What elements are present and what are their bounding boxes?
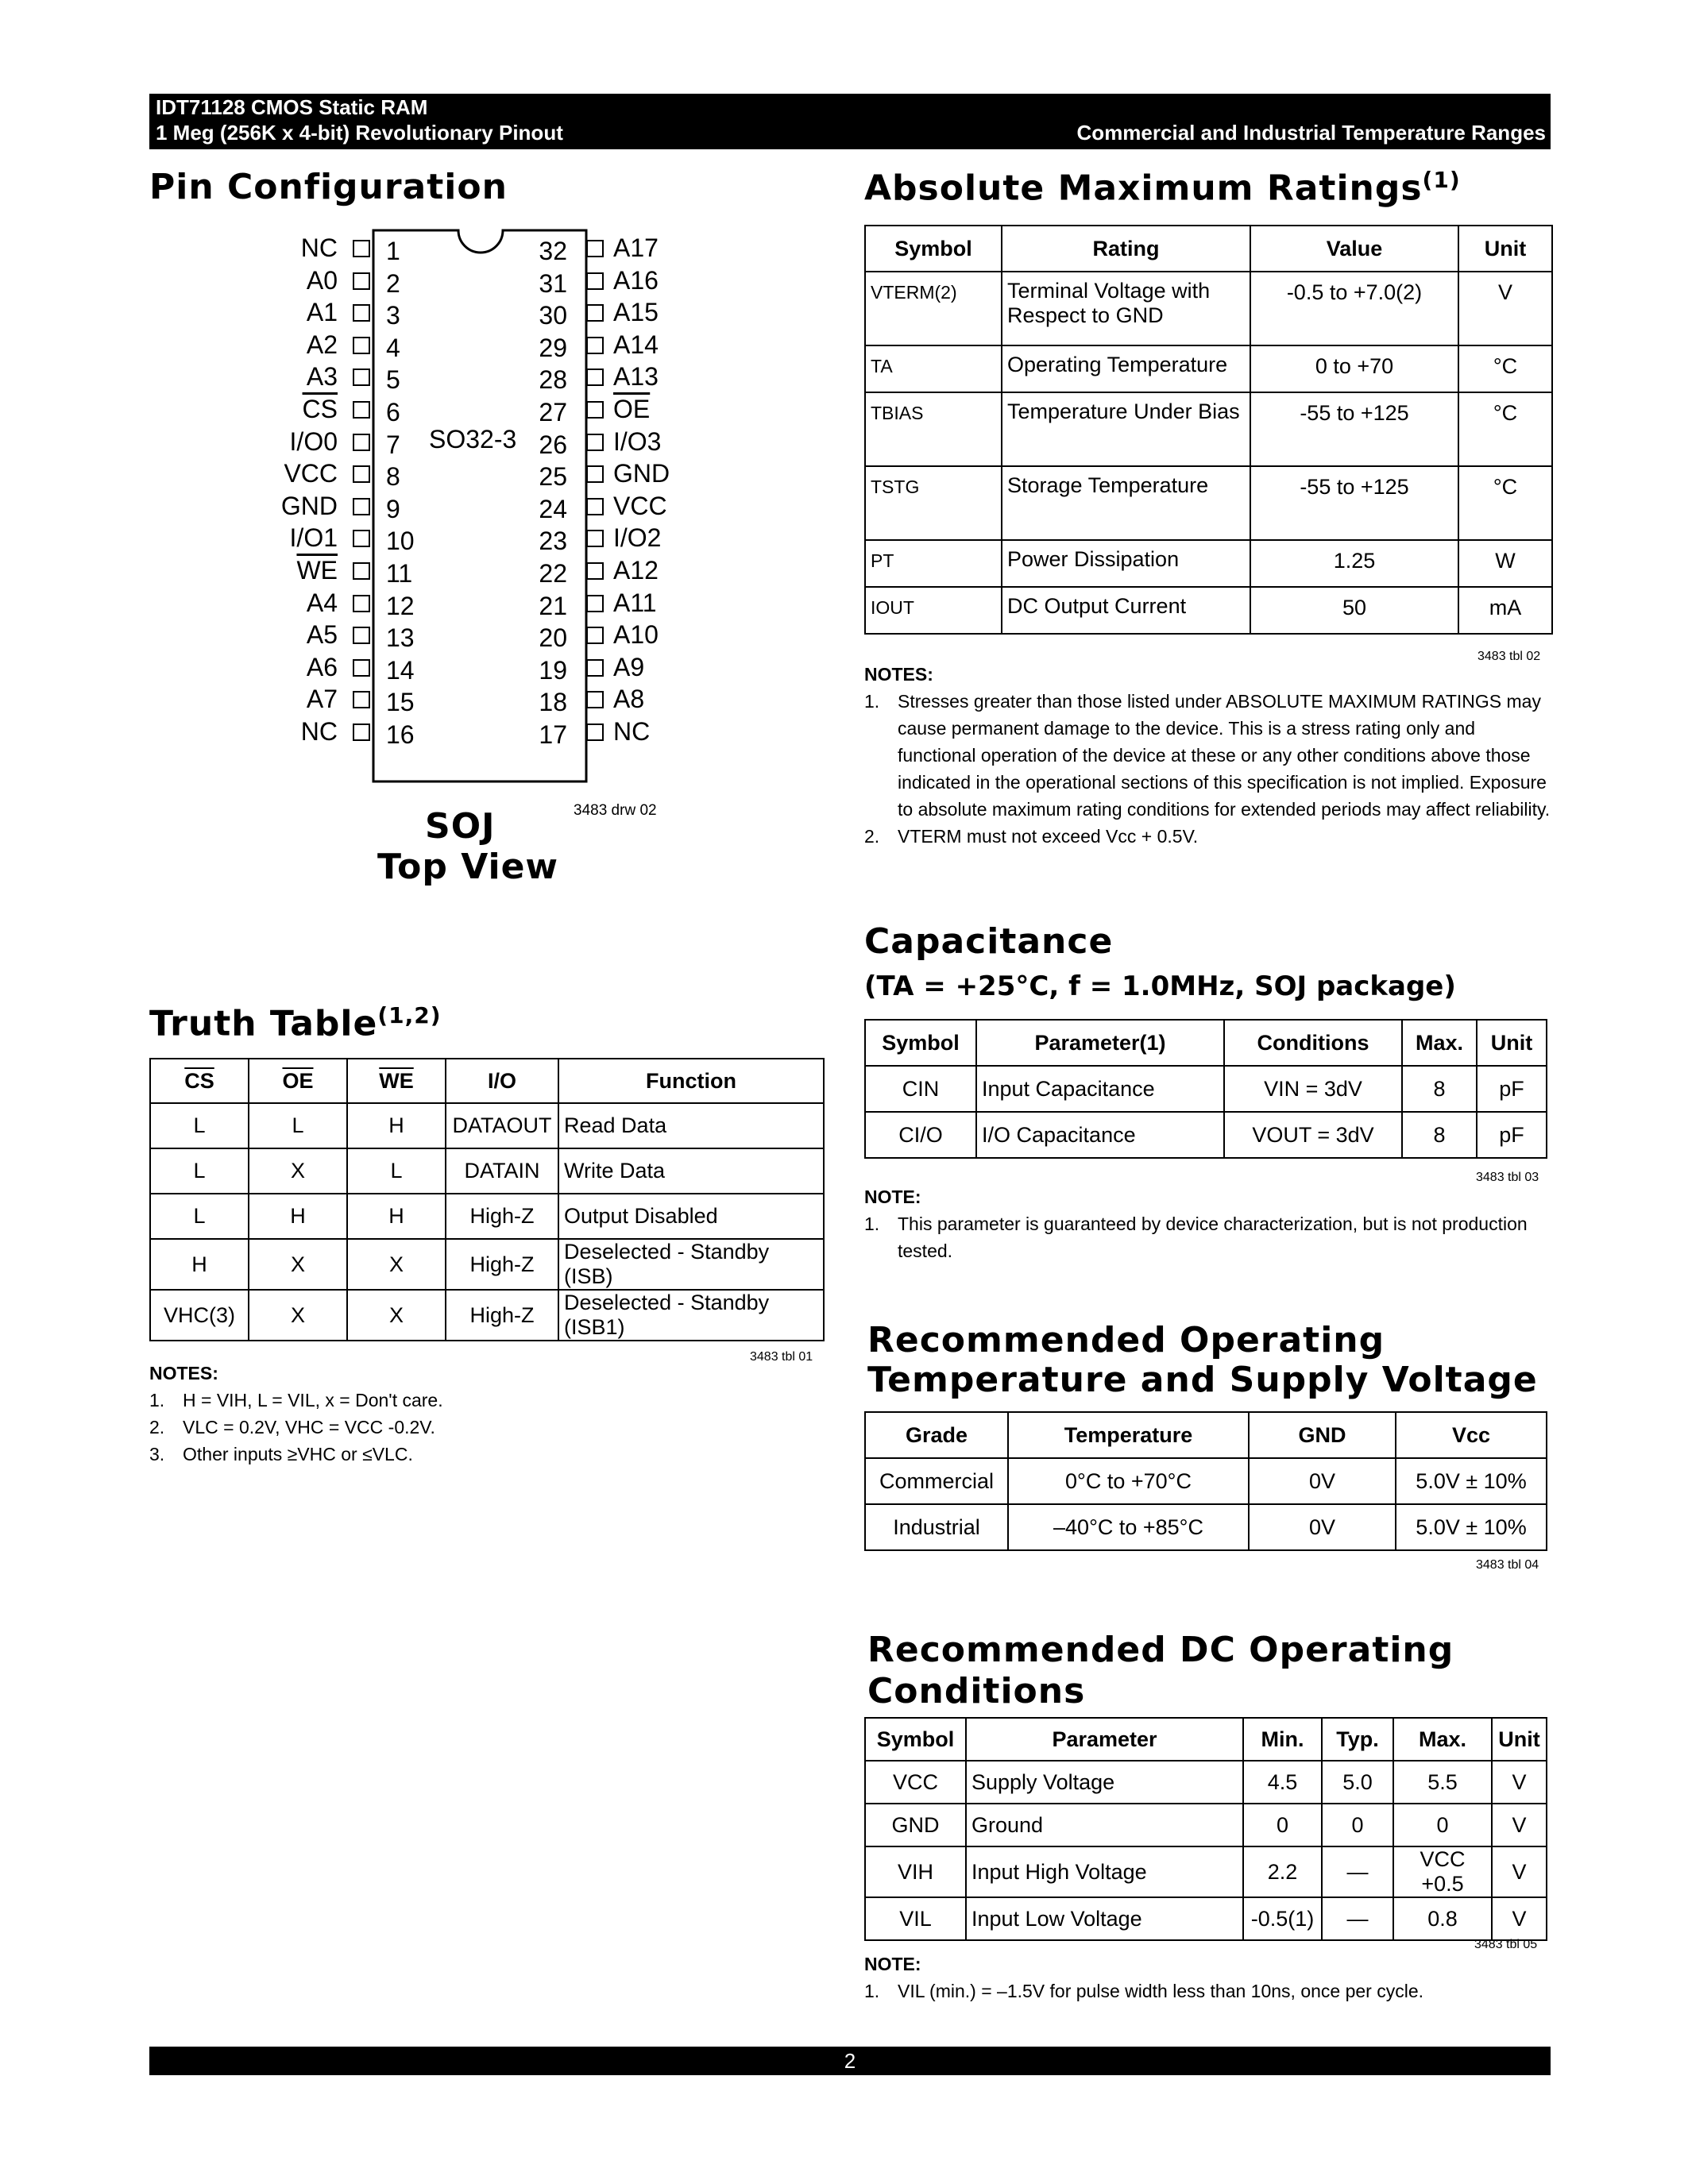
dc-col-symbol: Symbol: [865, 1718, 966, 1761]
rec_dc-cell: —: [1322, 1846, 1393, 1897]
truth-table-id: 3483 tbl 01: [750, 1350, 813, 1364]
abs-notes-title: NOTES:: [864, 664, 933, 685]
rec_temp-cell: Commercial: [865, 1458, 1008, 1504]
pin-number-right: 23: [539, 527, 567, 556]
capacitance-note-text: This parameter is guaranteed by device characterization, but is not production tested.: [898, 1214, 1528, 1261]
temp-col-grade: Grade: [865, 1412, 1008, 1458]
truth_table-note-item: [149, 1414, 825, 1441]
pin-label-left: A2: [306, 330, 338, 359]
rec_dc-cell: -0.5(1): [1243, 1897, 1322, 1940]
abs_max-row: [865, 392, 1552, 466]
pin-number-right: 29: [539, 333, 567, 362]
ic-package-outline: [0, 0, 842, 889]
pin-label-left: I/O0: [289, 426, 338, 456]
abs_max-cell: °C: [1458, 392, 1552, 466]
dc-col-max: Max.: [1393, 1718, 1492, 1761]
capacitance-cell: pF: [1477, 1112, 1547, 1158]
temp-col-temperature: Temperature: [1008, 1412, 1249, 1458]
pin-label-right: A13: [613, 362, 659, 392]
abs_max-row: [865, 466, 1552, 540]
cap-col-parameter: Parameter(1): [976, 1020, 1224, 1066]
pin-box-left: [353, 272, 370, 290]
pin-box-right: [586, 401, 604, 419]
capacitance-row: [865, 1066, 1547, 1112]
truth_table-cell: High-Z: [446, 1194, 558, 1239]
cap-col-conditions: Conditions: [1224, 1020, 1402, 1066]
abs-col-rating: Rating: [1002, 226, 1250, 272]
pin-label-left: NC: [300, 717, 338, 746]
abs_max-cell: °C: [1458, 345, 1552, 392]
abs_max-cell: 1.25: [1250, 540, 1458, 587]
pin-label-left: $\overline{CS}$: [302, 395, 338, 423]
dc-table-id: 3483 tbl 05: [1474, 1938, 1538, 1951]
pin-label-right: A15: [613, 298, 659, 327]
top-view-caption: Top View: [377, 847, 559, 887]
pin-number-right: 28: [539, 365, 567, 395]
temp-col-vcc: Vcc: [1396, 1412, 1547, 1458]
capacitance-cell: VIN = 3dV: [1224, 1066, 1402, 1112]
pin-label-right: $\overline{OE}$: [613, 395, 651, 423]
truth-col-cs: $\overline{CS}$: [150, 1059, 249, 1103]
pin-box-right: [586, 304, 604, 322]
pin-box-right: [586, 434, 604, 451]
pin-label-right: A16: [613, 265, 659, 295]
pin-box-right: [586, 465, 604, 483]
pin-label-left: A7: [306, 685, 338, 714]
soj-caption: SOJ: [425, 806, 496, 847]
pin-box-left: [353, 401, 370, 419]
pin-box-left: [353, 691, 370, 708]
truth_table-cell: Output Disabled: [558, 1194, 824, 1239]
truth_table-row: [150, 1290, 824, 1341]
cap-table-id: 3483 tbl 03: [1476, 1171, 1539, 1184]
truth_table-cell: H: [347, 1194, 446, 1239]
abs_max-cell: -0.5 to +7.0(2): [1250, 272, 1458, 345]
truth-table-title-sup: (1,2): [377, 1002, 442, 1028]
abs_max-note-item: [864, 823, 1551, 850]
drawing-id: 3483 drw 02: [574, 802, 657, 819]
pin-label-left: GND: [280, 491, 338, 520]
pin-label-right: VCC: [613, 491, 667, 520]
rec_dc-row: [865, 1846, 1547, 1897]
pin-number-right: 25: [539, 462, 567, 492]
truth_table-cell: L: [347, 1148, 446, 1194]
pin-label-right: A10: [613, 620, 659, 650]
pin-label-right: I/O2: [613, 523, 662, 553]
abs_max-cell: -55 to +125: [1250, 392, 1458, 466]
pin-label-left: A6: [306, 652, 338, 681]
truth_table-cell: L: [150, 1194, 249, 1239]
dc-col-typ: Typ.: [1322, 1718, 1393, 1761]
pin-box-left: [353, 498, 370, 515]
rec_temp-cell: –40°C to +85°C: [1008, 1504, 1249, 1550]
pin-box-left: [353, 627, 370, 644]
capacitance-table: [864, 1019, 1547, 1159]
rec_temp-cell: 0V: [1249, 1458, 1396, 1504]
truth-col-oe: $\overline{OE}$: [249, 1059, 347, 1103]
rec_dc-cell: 0: [1393, 1804, 1492, 1846]
abs-col-value: Value: [1250, 226, 1458, 272]
rec_dc-cell: Input Low Voltage: [966, 1897, 1243, 1940]
pin-number-right: 30: [539, 301, 567, 330]
pin-number-left: 12: [386, 591, 415, 620]
abs_max-row: [865, 587, 1552, 634]
truth_table-note-item: [149, 1387, 825, 1414]
pin-box-right: [586, 627, 604, 644]
abs_max-cell: V: [1458, 272, 1552, 345]
pin-box-right: [586, 530, 604, 547]
abs_max-cell: Terminal Voltage with Respect to GND: [1002, 272, 1250, 345]
pin-diagram: [0, 0, 842, 889]
pin-box-left: [353, 304, 370, 322]
truth_table-row: [150, 1239, 824, 1290]
pin-number-left: 15: [386, 688, 415, 717]
pin-box-left: [353, 337, 370, 354]
truth_table-cell: H: [347, 1103, 446, 1148]
truth_table-cell: X: [347, 1239, 446, 1290]
pin-config-title: Pin Configuration: [149, 167, 508, 207]
abs_max-row: [865, 272, 1552, 345]
package-label: SO32-3: [429, 425, 517, 453]
truth_table-cell: X: [347, 1290, 446, 1341]
truth_table-cell: Deselected - Standby (ISB1): [558, 1290, 824, 1341]
pin-box-right: [586, 498, 604, 515]
header-temperature-ranges: Commercial and Industrial Temperature Ranges: [1076, 121, 1546, 145]
pin-label-right: I/O3: [613, 426, 662, 456]
pin-box-right: [586, 369, 604, 386]
truth_table-cell: X: [249, 1239, 347, 1290]
abs_max-cell: W: [1458, 540, 1552, 587]
pin-box-right: [586, 723, 604, 741]
pin-box-left: [353, 465, 370, 483]
rec_dc-cell: V: [1492, 1897, 1547, 1940]
pin-label-right: A17: [613, 233, 659, 262]
truth-table-title-text: Truth Table: [149, 1003, 378, 1044]
truth_table-cell: L: [150, 1148, 249, 1194]
rec_dc-row: [865, 1761, 1547, 1804]
capacitance-cell: 8: [1402, 1066, 1477, 1112]
pin-number-right: 19: [539, 655, 567, 685]
rec_dc-cell: V: [1492, 1761, 1547, 1804]
truth-table: [149, 1058, 825, 1341]
capacitance-cell: VOUT = 3dV: [1224, 1112, 1402, 1158]
truth_table-row: [150, 1148, 824, 1194]
abs_max-cell: mA: [1458, 587, 1552, 634]
abs_max-cell: 50: [1250, 587, 1458, 634]
pin-box-right: [586, 272, 604, 290]
pin-number-right: 17: [539, 720, 567, 749]
pin-box-left: [353, 595, 370, 612]
pin-label-right: A9: [613, 652, 645, 681]
abs-col-symbol: Symbol: [865, 226, 1002, 272]
abs_max-cell: DC Output Current: [1002, 587, 1250, 634]
abs_max-cell: TA: [865, 345, 1002, 392]
pin-number-left: 16: [386, 720, 415, 749]
pin-number-left: 14: [386, 655, 415, 685]
pin-number-left: 3: [386, 301, 400, 330]
capacitance-note-number: 1.: [864, 1214, 880, 1234]
rec_dc-cell: 0: [1243, 1804, 1322, 1846]
truth_table-cell: Write Data: [558, 1148, 824, 1194]
temp-col-gnd: GND: [1249, 1412, 1396, 1458]
truth_table-cell: X: [249, 1290, 347, 1341]
truth_table-cell: DATAOUT: [446, 1103, 558, 1148]
rec_dc-cell: VCC: [865, 1761, 966, 1804]
rec-dc-title-line2: Conditions: [867, 1671, 1086, 1711]
rec-temp-title-line2: Temperature and Supply Voltage: [867, 1360, 1538, 1400]
pin-box-right: [586, 240, 604, 257]
capacitance-subtitle: (TA = +25°C, f = 1.0MHz, SOJ package): [864, 970, 1456, 1002]
pin-number-right: 32: [539, 237, 567, 265]
rec_dc-row: [865, 1804, 1547, 1846]
rec_dc-cell: —: [1322, 1897, 1393, 1940]
rec_temp-cell: Industrial: [865, 1504, 1008, 1550]
dc-col-min: Min.: [1243, 1718, 1322, 1761]
truth_table-note-number: 1.: [149, 1390, 165, 1410]
abs_max-cell: PT: [865, 540, 1002, 587]
rec-dc-table: [864, 1717, 1547, 1941]
rec_dc-cell: VIL: [865, 1897, 966, 1940]
capacitance-cell: CI/O: [865, 1112, 976, 1158]
pin-number-left: 6: [386, 398, 400, 426]
pin-label-left: I/O1: [289, 523, 338, 553]
pin-number-right: 27: [539, 398, 567, 426]
rec-dc-notes: [864, 1951, 1551, 2005]
dc-col-parameter: Parameter: [966, 1718, 1243, 1761]
pin-box-right: [586, 562, 604, 580]
cap-col-unit: Unit: [1477, 1020, 1547, 1066]
rec_temp-cell: 5.0V ± 10%: [1396, 1458, 1547, 1504]
pin-number-left: 4: [386, 333, 400, 362]
abs-col-unit: Unit: [1458, 226, 1552, 272]
truth_table-note-text: Other inputs ≥VHC or ≤VLC.: [183, 1444, 413, 1464]
temp-table-id: 3483 tbl 04: [1476, 1558, 1539, 1572]
truth_table-cell: DATAIN: [446, 1148, 558, 1194]
rec_temp-cell: 0V: [1249, 1504, 1396, 1550]
pin-number-left: 11: [386, 559, 413, 588]
rec_dc-cell: VCC +0.5: [1393, 1846, 1492, 1897]
truth_table-row: [150, 1103, 824, 1148]
pin-box-right: [586, 595, 604, 612]
truth_table-cell: High-Z: [446, 1239, 558, 1290]
truth_table-cell: Read Data: [558, 1103, 824, 1148]
pin-number-left: 7: [386, 430, 400, 459]
pin-box-right: [586, 659, 604, 677]
truth_table-note-number: 2.: [149, 1417, 165, 1437]
pin-number-right: 24: [539, 494, 567, 523]
abs-max-table: [864, 225, 1553, 635]
capacitance-cell: Input Capacitance: [976, 1066, 1224, 1112]
rec_temp-row: [865, 1458, 1547, 1504]
rec_dc-note-item: [864, 1978, 1551, 2005]
pin-label-left: A4: [306, 588, 338, 617]
rec_dc-cell: V: [1492, 1804, 1547, 1846]
abs_max-row: [865, 540, 1552, 587]
abs-table-id: 3483 tbl 02: [1477, 650, 1541, 663]
rec_dc-cell: 4.5: [1243, 1761, 1322, 1804]
rec-temp-title-line1: Recommended Operating: [867, 1320, 1385, 1360]
abs_max-cell: Power Dissipation: [1002, 540, 1250, 587]
truth_table-note-text: VLC = 0.2V, VHC = VCC -0.2V.: [183, 1417, 435, 1437]
pin-number-right: 26: [539, 430, 567, 459]
abs_max-cell: Operating Temperature: [1002, 345, 1250, 392]
truth_table-cell: H: [150, 1239, 249, 1290]
rec_temp-cell: 5.0V ± 10%: [1396, 1504, 1547, 1550]
pin-box-left: [353, 562, 370, 580]
pin-box-left: [353, 530, 370, 547]
rec_dc-cell: VIH: [865, 1846, 966, 1897]
capacitance-cell: 8: [1402, 1112, 1477, 1158]
rec_temp-row: [865, 1504, 1547, 1550]
truth-col-we: $\overline{WE}$: [347, 1059, 446, 1103]
rec_dc-cell: V: [1492, 1846, 1547, 1897]
rec_temp-cell: 0°C to +70°C: [1008, 1458, 1249, 1504]
pin-number-left: 13: [386, 623, 415, 653]
truth_table-cell: X: [249, 1148, 347, 1194]
pin-number-left: 1: [386, 237, 400, 265]
abs_max-cell: Storage Temperature: [1002, 466, 1250, 540]
pin-label-right: A8: [613, 685, 645, 714]
capacitance-row: [865, 1112, 1547, 1158]
capacitance-title: Capacitance: [864, 921, 1114, 962]
dc-notes-title: NOTE:: [864, 1954, 921, 1974]
pin-label-right: NC: [613, 717, 651, 746]
capacitance-cell: CIN: [865, 1066, 976, 1112]
abs_max-note-text: VTERM must not exceed Vcc + 0.5V.: [898, 826, 1199, 847]
rec_dc-cell: 5.5: [1393, 1761, 1492, 1804]
truth_table-cell: L: [249, 1103, 347, 1148]
truth_table-cell: High-Z: [446, 1290, 558, 1341]
pin-box-left: [353, 240, 370, 257]
pin-box-left: [353, 659, 370, 677]
pin-box-left: [353, 434, 370, 451]
pin-label-left: NC: [300, 233, 338, 262]
pin-number-left: 10: [386, 527, 415, 556]
abs-max-title-sup: (1): [1422, 167, 1461, 193]
rec_dc-note-text: VIL (min.) = –1.5V for pulse width less than 10ns, once per cycle.: [898, 1981, 1424, 2001]
truth_table-note-item: [149, 1441, 825, 1468]
abs_max-note-item: [864, 688, 1551, 823]
pin-number-left: 9: [386, 494, 400, 523]
pin-box-left: [353, 369, 370, 386]
abs_max-note-text: Stresses greater than those listed under ABSOLUTE MAXIMUM RATINGS may cause permanent damage to the device. This is a stress rating only and functional operation of the device at these or any other conditions above those indicated in the operational sections of this specification is not implied. Exposure to absolute maximum rating conditions for extended periods may affect reliability.: [898, 691, 1551, 820]
pin-number-left: 8: [386, 462, 400, 492]
capacitance-cell: I/O Capacitance: [976, 1112, 1224, 1158]
pin-number-right: 31: [539, 268, 567, 298]
truth_table-cell: Deselected - Standby (ISB): [558, 1239, 824, 1290]
abs_max-cell: IOUT: [865, 587, 1002, 634]
truth-table-title: [149, 1002, 442, 1044]
page-footer: [149, 2047, 1551, 2075]
rec_dc-cell: Supply Voltage: [966, 1761, 1243, 1804]
abs-max-notes: [864, 661, 1551, 850]
abs_max-cell: -55 to +125: [1250, 466, 1458, 540]
pin-label-left: A1: [306, 298, 338, 327]
pin-label-left: VCC: [284, 459, 338, 488]
pin-number-left: 5: [386, 365, 400, 395]
truth_table-note-number: 3.: [149, 1444, 165, 1464]
pin-box-right: [586, 337, 604, 354]
pin-box-right: [586, 691, 604, 708]
truth-col-io: I/O: [446, 1059, 558, 1103]
truth-table-notes: [149, 1360, 825, 1468]
header-title: IDT71128 CMOS Static RAM: [156, 95, 428, 119]
pin-number-right: 21: [539, 591, 567, 620]
pin-label-left: A5: [306, 620, 338, 650]
abs_max-cell: Temperature Under Bias: [1002, 392, 1250, 466]
page-number: 2: [844, 2049, 856, 2073]
capacitance-cell: pF: [1477, 1066, 1547, 1112]
cap-notes-title: NOTE:: [864, 1187, 921, 1207]
abs-max-title-text: Absolute Maximum Ratings: [864, 168, 1423, 209]
rec-temp-table: [864, 1411, 1547, 1551]
abs_max-note-number: 2.: [864, 826, 880, 847]
pin-label-right: A12: [613, 556, 659, 585]
rec_dc-cell: Input High Voltage: [966, 1846, 1243, 1897]
pin-label-right: A14: [613, 330, 659, 359]
pin-number-left: 2: [386, 268, 400, 298]
dc-col-unit: Unit: [1492, 1718, 1547, 1761]
truth_table-cell: H: [249, 1194, 347, 1239]
capacitance-note-item: [864, 1210, 1551, 1264]
truth_table-cell: VHC(3): [150, 1290, 249, 1341]
pin-number-right: 22: [539, 559, 567, 588]
pin-box-left: [353, 723, 370, 741]
pin-label-right: A11: [613, 588, 657, 617]
pin-number-right: 20: [539, 623, 567, 653]
pin-label-left: A0: [306, 265, 338, 295]
header-subtitle: 1 Meg (256K x 4-bit) Revolutionary Pinout: [156, 121, 563, 145]
rec-dc-title-line1: Recommended DC Operating: [867, 1630, 1454, 1670]
abs_max-cell: °C: [1458, 466, 1552, 540]
capacitance-notes: [864, 1183, 1551, 1264]
rec_dc-cell: 0.8: [1393, 1897, 1492, 1940]
abs_max-row: [865, 345, 1552, 392]
truth_table-note-text: H = VIH, L = VIL, x = Don't care.: [183, 1390, 443, 1410]
abs-max-title: [864, 167, 1461, 209]
cap-col-max: Max.: [1402, 1020, 1477, 1066]
rec_dc-cell: 0: [1322, 1804, 1393, 1846]
rec_dc-note-number: 1.: [864, 1981, 880, 2001]
pin-label-right: GND: [613, 459, 670, 488]
pin-label-left: $\overline{WE}$: [296, 556, 338, 585]
rec_dc-cell: Ground: [966, 1804, 1243, 1846]
pin-label-left: A3: [306, 362, 338, 392]
rec_dc-cell: 5.0: [1322, 1761, 1393, 1804]
truth-col-function: Function: [558, 1059, 824, 1103]
truth-notes-title: NOTES:: [149, 1363, 218, 1383]
abs_max-cell: TBIAS: [865, 392, 1002, 466]
cap-col-symbol: Symbol: [865, 1020, 976, 1066]
rec_dc-row: [865, 1897, 1547, 1940]
abs_max-cell: VTERM(2): [865, 272, 1002, 345]
pin-number-right: 18: [539, 688, 567, 717]
truth_table-cell: L: [150, 1103, 249, 1148]
abs_max-cell: 0 to +70: [1250, 345, 1458, 392]
rec_dc-cell: GND: [865, 1804, 966, 1846]
truth_table-row: [150, 1194, 824, 1239]
abs_max-cell: TSTG: [865, 466, 1002, 540]
abs_max-note-number: 1.: [864, 691, 880, 712]
rec_dc-cell: 2.2: [1243, 1846, 1322, 1897]
